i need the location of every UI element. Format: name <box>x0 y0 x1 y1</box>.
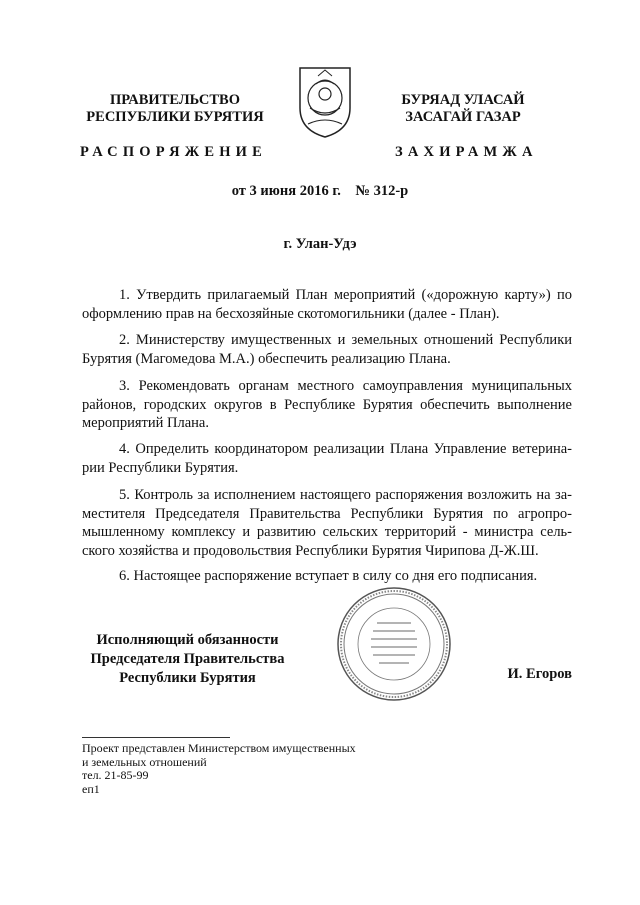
doc-type-right: ЗАХИРАМЖА <box>395 144 538 160</box>
paragraph-2: 2. Министерству имущественных и земельных отношений Республики Бурятия (Магомедова М.А.) обеспечить реализацию Плана. <box>82 332 572 367</box>
footer-line2: и земельных отношений <box>82 754 207 769</box>
header-left-line1: ПРАВИТЕЛЬСТВО <box>110 92 240 108</box>
header-right <box>368 92 558 126</box>
footer-divider <box>82 737 230 738</box>
signatory-name: И. Егоров <box>507 666 572 682</box>
signatory-title-line1: Исполняющий обязанности <box>96 632 279 648</box>
footer-line4: еп1 <box>82 781 100 796</box>
header-right-line2: ЗАСАГАЙ ГАЗАР <box>405 109 521 125</box>
date-number: от 3 июня 2016 г. № 312-р <box>231 183 409 199</box>
signatory-title-line2: Председателя Правительства <box>90 651 285 667</box>
signatory-title-line3: Республики Бурятия <box>119 670 256 686</box>
footer-line3: тел. 21-85-99 <box>82 768 149 782</box>
doc-type-left: РАСПОРЯЖЕНИЕ <box>80 144 268 160</box>
header-right-line1: БУРЯАД УЛАСАЙ <box>401 92 525 108</box>
coat-of-arms-emblem <box>296 64 354 140</box>
official-seal-stamp <box>335 585 453 703</box>
signatory-title <box>80 631 295 688</box>
paragraph-4: 4. Определить координатором реализации Плана Управление ветерина-рии Республики Бурятия. <box>82 441 572 476</box>
paragraph-5: 5. Контроль за исполнением настоящего распоряжения возложить на за-местителя Председателя Правительства Республики Бурятия по агропро-мышленному комплексу и развитию сельских территорий - министра сель-ского хозяйства и продовольствия Республики Бурятия Чирипова Д-Ж.Ш. <box>82 487 572 559</box>
header-left <box>80 92 270 126</box>
footer-note <box>82 742 402 796</box>
footer-line1: Проект представлен Министерством имущественных <box>82 741 356 755</box>
paragraph-6: 6. Настоящее распоряжение вступает в силу со дня его подписания. <box>119 568 538 584</box>
header-left-line2: РЕСПУБЛИКИ БУРЯТИЯ <box>86 109 264 125</box>
city: г. Улан-Удэ <box>283 236 357 252</box>
paragraph-1: 1. Утвердить прилагаемый План мероприятий («дорожную карту») по оформлению прав на бесхозяйные скотомогильники (далее - План). <box>82 287 572 322</box>
paragraph-3: 3. Рекомендовать органам местного самоуправления муниципальных районов, городских округов в Республике Бурятия обеспечить выполнение мероприятий Плана. <box>82 378 572 431</box>
